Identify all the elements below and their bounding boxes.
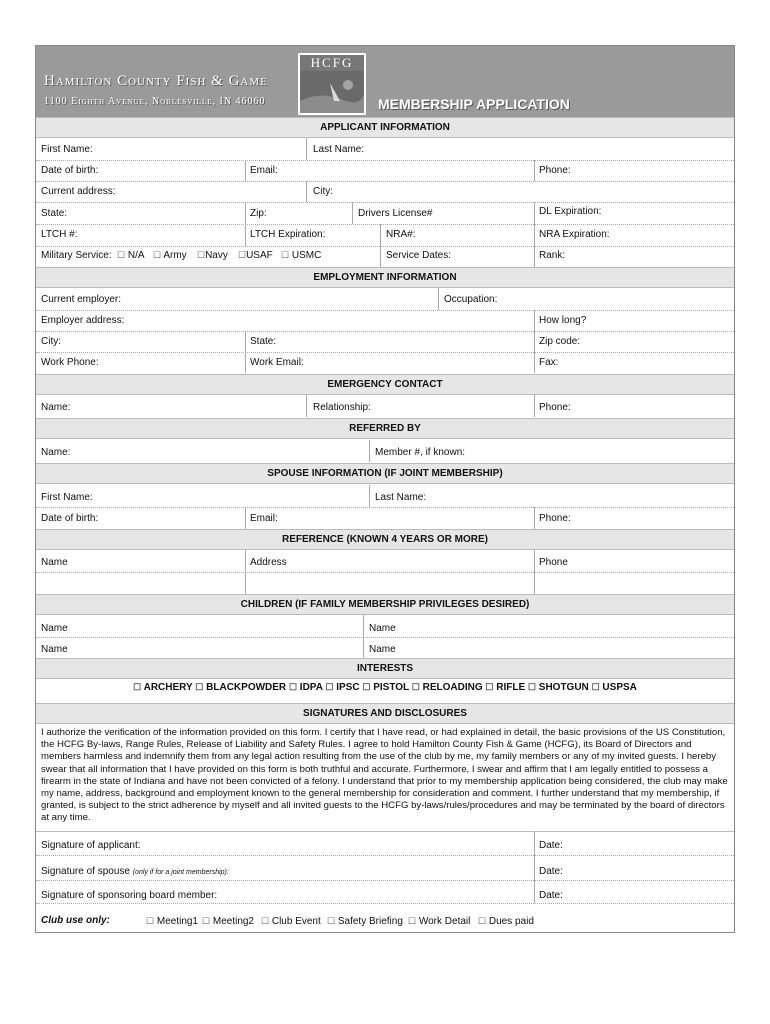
spouse-dob[interactable]: Date of birth:: [41, 513, 99, 524]
signature-spouse[interactable]: Signature of spouse (only if for a joint membership):: [41, 866, 229, 877]
hcfg-logo: [298, 53, 366, 115]
checkbox-icon[interactable]: ☐: [411, 682, 420, 692]
club-use-meeting2[interactable]: ☐ Meeting2: [202, 916, 254, 927]
applicant-email[interactable]: Email:: [250, 165, 278, 176]
checkbox-icon[interactable]: ☐: [485, 682, 494, 692]
reference-phone[interactable]: Phone: [539, 557, 568, 568]
club-use-dues-paid[interactable]: ☐ Dues paid: [478, 916, 534, 927]
logo-scene-icon: [300, 71, 364, 115]
org-name: Hamilton County Fish & Game: [44, 73, 268, 89]
section-signatures: SIGNATURES AND DISCLOSURES: [36, 703, 734, 724]
interest-blackpowder[interactable]: ☐ BLACKPOWDER: [195, 682, 287, 693]
club-use-meeting1[interactable]: ☐ Meeting1: [146, 916, 198, 927]
work-email[interactable]: Work Email:: [250, 357, 304, 368]
mil-option-army[interactable]: ☐ Army: [153, 250, 187, 261]
interests-list: [36, 682, 734, 693]
referred-name[interactable]: Name:: [41, 447, 71, 458]
applicant-dl-exp[interactable]: DL Expiration:: [539, 206, 602, 217]
spouse-first-name[interactable]: First Name:: [41, 492, 93, 503]
interest-idpa[interactable]: ☐ IDPA: [288, 682, 323, 693]
employer[interactable]: Current employer:: [41, 294, 122, 305]
signature-applicant[interactable]: Signature of applicant:: [41, 840, 141, 851]
service-dates[interactable]: Service Dates:: [386, 250, 452, 261]
referred-member-number[interactable]: Member #, if known:: [375, 447, 466, 458]
applicant-ltch[interactable]: LTCH #:: [41, 229, 78, 240]
signature-spouse-date[interactable]: Date:: [539, 866, 563, 877]
checkbox-icon[interactable]: ☐: [591, 682, 600, 692]
interest-reloading[interactable]: ☐ RELOADING: [411, 682, 483, 693]
applicant-first-name[interactable]: First Name:: [41, 144, 93, 155]
checkbox-icon[interactable]: ☐: [288, 682, 298, 692]
logo-text: HCFG: [310, 55, 354, 70]
club-use-safety-briefing[interactable]: ☐ Safety Briefing: [327, 916, 403, 927]
reference-name[interactable]: Name: [41, 557, 68, 568]
mil-option-usaf[interactable]: ☐USAF: [238, 250, 273, 261]
employer-state[interactable]: State:: [250, 336, 277, 347]
applicant-zip[interactable]: Zip:: [250, 208, 267, 219]
child-name-3[interactable]: Name: [41, 644, 68, 655]
child-name-1[interactable]: Name: [41, 623, 68, 634]
checkbox-icon[interactable]: ☐: [408, 916, 417, 926]
club-use-label: Club use only:: [41, 915, 110, 926]
interest-rifle[interactable]: ☐ RIFLE: [485, 682, 526, 693]
section-interests: INTERESTS: [36, 658, 734, 679]
checkbox-icon[interactable]: ☐: [261, 916, 270, 926]
mil-option-na[interactable]: ☐ N/A: [117, 250, 145, 261]
emergency-relationship[interactable]: Relationship:: [313, 402, 371, 413]
mil-option-usmc[interactable]: ☐ USMC: [281, 250, 322, 261]
checkbox-icon[interactable]: ☐: [327, 916, 336, 926]
reference-address[interactable]: Address: [250, 557, 287, 568]
section-emergency: EMERGENCY CONTACT: [36, 374, 734, 395]
interest-pistol[interactable]: ☐ PISTOL: [362, 682, 409, 693]
section-spouse: SPOUSE INFORMATION (IF JOINT MEMBERSHIP): [36, 463, 734, 484]
military-service-label: Military Service:: [41, 250, 112, 261]
mil-option-navy[interactable]: ☐Navy: [197, 250, 228, 261]
section-employment: EMPLOYMENT INFORMATION: [36, 267, 734, 288]
applicant-nra[interactable]: NRA#:: [386, 229, 416, 240]
applicant-address[interactable]: Current address:: [41, 186, 116, 197]
checkbox-icon[interactable]: ☐: [238, 250, 247, 260]
checkbox-icon[interactable]: ☐: [117, 250, 126, 260]
signature-applicant-date[interactable]: Date:: [539, 840, 563, 851]
checkbox-icon[interactable]: ☐: [133, 682, 142, 692]
child-name-4[interactable]: Name: [369, 644, 396, 655]
applicant-city[interactable]: City:: [313, 186, 333, 197]
child-name-2[interactable]: Name: [369, 623, 396, 634]
checkbox-icon[interactable]: ☐: [478, 916, 487, 926]
emergency-name[interactable]: Name:: [41, 402, 71, 413]
org-address: 1100 Eighth Avenue, Noblesville, IN 46060: [44, 96, 266, 107]
checkbox-icon[interactable]: ☐: [202, 916, 211, 926]
form-header: [36, 46, 734, 117]
interest-shotgun[interactable]: ☐ SHOTGUN: [527, 682, 589, 693]
disclosure-text: I authorize the verification of the information provided on this form. I certify that I have read, or had explained in detail, the basic provisions of the US Constitution, the HCFG By-laws, Range Rules, Release of Liability and Safety Rules. I agree to hold Hamilton County Fish & Game (HCFG), its Board of Directors and members harmless and indemnify them from any legal action resulting from the use of the club by me, my family members or any of my invited guests. I hereby swear that all information that I have provided on this form is both truthful and accurate. Furthermore, I swear and affirm that I am legally entitled to possess a firearm in the state of Indiana and have not been convicted of a felony. I understand that prior to my membership application being considered, the club may make my name, address, background and employment known to the general membership for consideration and comment. I further understand that my membership, if granted, is subject to the strict adherence by myself and all invited guests to the HCFG by-laws/rules/procedures and may be terminated by the board of directors at any time.: [41, 727, 728, 824]
interest-archery[interactable]: ☐ ARCHERY: [133, 682, 193, 693]
section-children: CHILDREN (IF FAMILY MEMBERSHIP PRIVILEGES DESIRED): [36, 594, 734, 615]
applicant-last-name[interactable]: Last Name:: [313, 144, 365, 155]
spouse-note: (only if for a joint membership):: [132, 869, 229, 876]
spouse-email[interactable]: Email:: [250, 513, 278, 524]
interest-ipsc[interactable]: ☐ IPSC: [325, 682, 360, 693]
section-reference: REFERENCE (KNOWN 4 YEARS OR MORE): [36, 529, 734, 550]
work-phone[interactable]: Work Phone:: [41, 357, 99, 368]
fax[interactable]: Fax:: [539, 357, 559, 368]
checkbox-icon[interactable]: ☐: [281, 250, 290, 260]
club-use-work-detail[interactable]: ☐ Work Detail: [408, 916, 471, 927]
section-applicant: APPLICANT INFORMATION: [36, 117, 734, 138]
rank[interactable]: Rank:: [539, 250, 566, 261]
checkbox-icon[interactable]: ☐: [195, 682, 204, 692]
how-long[interactable]: How long?: [539, 315, 587, 326]
signature-board-member[interactable]: Signature of sponsoring board member:: [41, 890, 218, 901]
applicant-phone[interactable]: Phone:: [539, 165, 571, 176]
occupation[interactable]: Occupation:: [444, 294, 498, 305]
interest-uspsa[interactable]: ☐ USPSA: [591, 682, 637, 693]
page-title: MEMBERSHIP APPLICATION: [378, 96, 570, 112]
checkbox-icon[interactable]: ☐: [527, 682, 536, 692]
applicant-state[interactable]: State:: [41, 208, 68, 219]
checkbox-icon[interactable]: ☐: [362, 682, 371, 692]
checkbox-icon[interactable]: ☐: [153, 250, 162, 260]
spouse-phone[interactable]: Phone:: [539, 513, 571, 524]
applicant-dob[interactable]: Date of birth:: [41, 165, 99, 176]
applicant-license[interactable]: Drivers License#: [358, 208, 433, 219]
employer-address[interactable]: Employer address:: [41, 315, 125, 326]
applicant-ltch-exp[interactable]: LTCH Expiration:: [250, 229, 326, 240]
emergency-phone[interactable]: Phone:: [539, 402, 571, 413]
employer-zip[interactable]: Zip code:: [539, 336, 581, 347]
spouse-last-name[interactable]: Last Name:: [375, 492, 427, 503]
club-use-club-event[interactable]: ☐ Club Event: [261, 916, 321, 927]
applicant-nra-exp[interactable]: NRA Expiration:: [539, 229, 610, 240]
employer-city[interactable]: City:: [41, 336, 61, 347]
checkbox-icon[interactable]: ☐: [197, 250, 206, 260]
checkbox-icon[interactable]: ☐: [146, 916, 155, 926]
section-referred: REFERRED BY: [36, 418, 734, 439]
checkbox-icon[interactable]: ☐: [325, 682, 334, 692]
membership-form: [35, 45, 735, 933]
signature-board-date[interactable]: Date:: [539, 890, 563, 901]
